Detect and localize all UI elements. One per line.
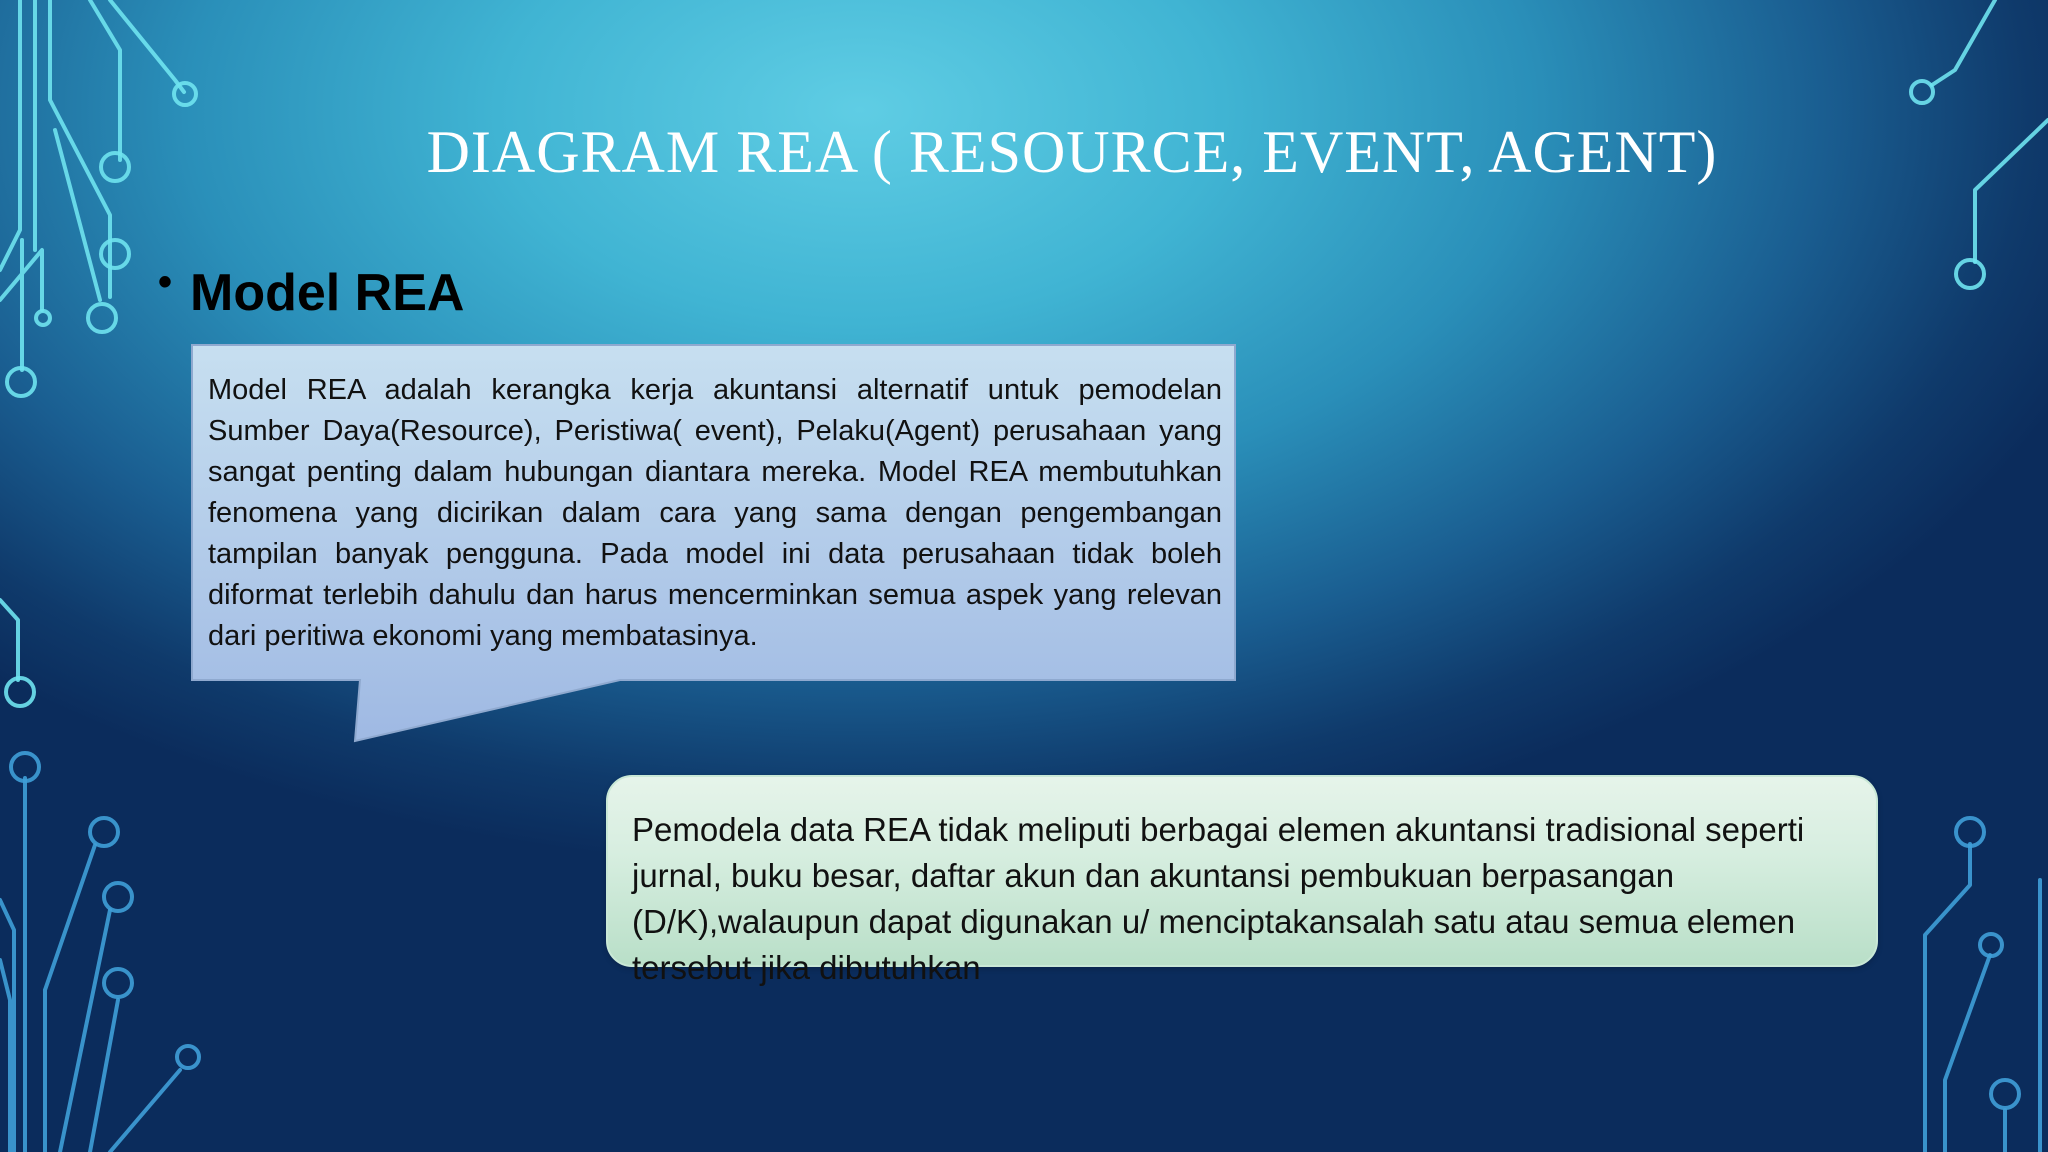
bullet-symbol: • bbox=[158, 260, 173, 304]
note-box: Pemodela data REA tidak meliputi berbagai elemen akuntansi tradisional seperti jurnal, buku besar, daftar akun dan akuntansi pembukuan berpasangan (D/K),walaupun dapat digunakan u/ menciptakansalah satu atau semua elemen tersebut jika dibutuhkan bbox=[606, 775, 1878, 967]
bullet-heading: Model REA bbox=[190, 264, 465, 322]
callout-body: Model REA adalah kerangka kerja akuntansi alternatif untuk pemodelan Sumber Daya(Resource), Peristiwa( event), Pelaku(Agent) perusahaan yang sangat penting dalam hubungan diantara mereka. Model REA membutuhkan fenomena yang dicirikan dalam cara yang sama dengan pengembangan tampilan banyak pengguna. Pada model ini data perusahaan tidak boleh diformat terlebih dahulu dan harus mencerminkan semua aspek yang relevan dari peritiwa ekonomi yang membatasinya. bbox=[208, 374, 1222, 652]
bullet-item bbox=[158, 262, 464, 324]
slide-title: DIAGRAM REA ( RESOURCE, EVENT, AGENT) bbox=[426, 119, 1718, 185]
